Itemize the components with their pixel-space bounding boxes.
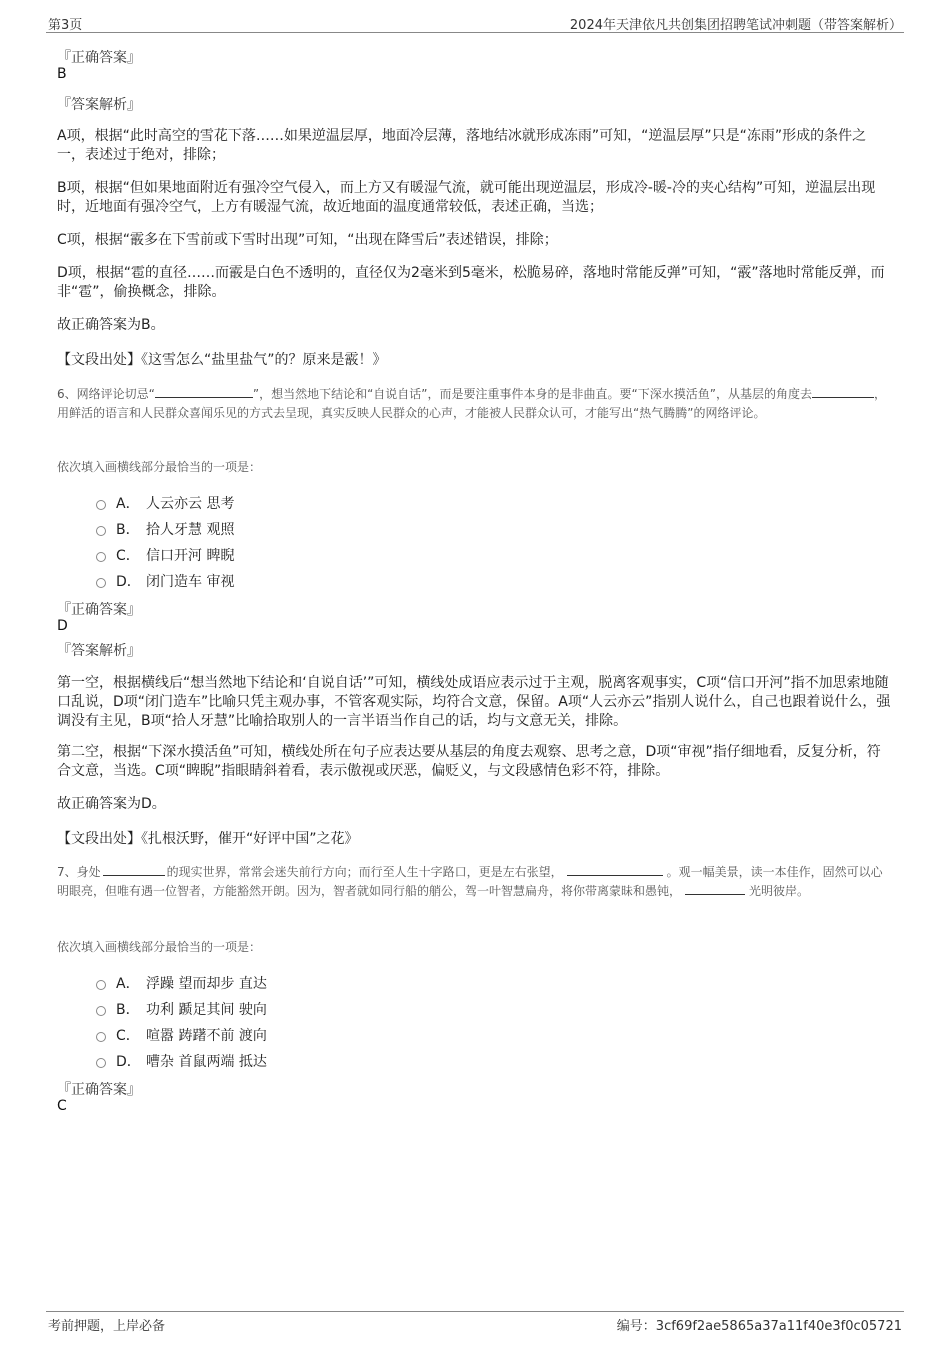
fill-blank (812, 385, 874, 398)
option-d[interactable]: D． 闭门造车 审视 (96, 571, 234, 591)
correct-answer-label: 『正确答案』 (57, 1082, 141, 1098)
document-title: 2024年天津依凡共创集团招聘笔试冲刺题（带答案解析） (569, 18, 902, 33)
document-id: 编号：3cf69f2ae5865a37a11f40e3f0c05721 (616, 1319, 902, 1334)
page-footer (46, 1311, 904, 1334)
correct-answer-label: 『正确答案』 (57, 602, 141, 618)
analysis-paragraph: D项，根据“雹的直径……而霰是白色不透明的，直径仅为2毫米到5毫米，松脆易碎，落地时常能反弹”可知，“霰”落地时常能反弹，而非“雹”，偷换概念，排除。 (57, 265, 885, 300)
question-7-instruction: 依次填入画横线部分最恰当的一项是： (57, 940, 262, 954)
radio-icon[interactable] (96, 1032, 106, 1042)
question-6-stem: 6、网络评论切忌“ ”，想当然地下结论和“自说自话”，而是要注重事件本身的是非曲直。要“下深水摸活鱼”，从基层的角度去 ，用鲜活的语言和人民群众喜闻乐见的方式去呈现，真实反映人民群众的心声，才能被人民群众认可，才能写出“热气腾腾”的网络评论。 (57, 387, 886, 420)
radio-icon[interactable] (96, 500, 106, 510)
radio-icon[interactable] (96, 1006, 106, 1016)
fill-blank (567, 863, 663, 876)
question-6-instruction: 依次填入画横线部分最恰当的一项是： (57, 460, 262, 474)
radio-icon[interactable] (96, 980, 106, 990)
correct-answer-label: 『正确答案』 (57, 50, 141, 66)
option-b[interactable]: B． 拾人牙慧 观照 (96, 519, 234, 539)
page-header (46, 12, 904, 33)
radio-icon[interactable] (96, 552, 106, 562)
analysis-paragraph: 第一空，根据横线后“想当然地下结论和‘自说自话’”可知，横线处成语应表示过于主观，脱离客观事实，C项“信口开河”指不加思索地随口乱说，D项“闭门造车”比喻只凭主观办事，不管客观实际，均符合文意，保留。A项“人云亦云”指别人说什么，自己也跟着说什么，强调没有主见，B项“拾人牙慧”比喻拾取别人的一言半语当作自己的话，均与文意无关，排除。 (57, 675, 891, 729)
option-d[interactable]: D． 嘈杂 首鼠两端 抵达 (96, 1051, 267, 1071)
analysis-paragraph: 第二空，根据“下深水摸活鱼”可知，横线处所在句子应表达要从基层的角度去观察、思考之意，D项“审视”指仔细地看，反复分析，符合文意，当选。C项“睥睨”指眼睛斜着看，表示傲视或厌恶，偏贬义，与文段感情色彩不符，排除。 (57, 744, 881, 779)
source-citation: 【文段出处】《这雪怎么“盐里盐气”的？原来是霰！》 (57, 352, 387, 368)
option-b[interactable]: B． 功利 踬足其间 驶向 (96, 999, 267, 1019)
option-a[interactable]: A． 浮躁 望而却步 直达 (96, 973, 267, 993)
analysis-paragraph: C项，根据“霰多在下雪前或下雪时出现”可知，“出现在降雪后”表述错误，排除； (57, 232, 558, 248)
analysis-conclusion: 故正确答案为B。 (57, 317, 165, 333)
fill-blank (103, 863, 165, 876)
analysis-label: 『答案解析』 (57, 97, 141, 113)
radio-icon[interactable] (96, 578, 106, 588)
correct-answer-value: B (57, 66, 67, 82)
analysis-paragraph: A项，根据“此时高空的雪花下落……如果逆温层厚，地面冷层薄，落地结冰就形成冻雨”可知，“逆温层厚”只是“冻雨”形成的条件之一，表述过于绝对，排除； (57, 128, 867, 163)
fill-blank (685, 882, 745, 895)
fill-blank (155, 385, 253, 398)
option-c[interactable]: C． 喧嚣 踌躇不前 渡向 (96, 1025, 267, 1045)
analysis-conclusion: 故正确答案为D。 (57, 796, 166, 812)
analysis-label: 『答案解析』 (57, 643, 141, 659)
source-citation: 【文段出处】《扎根沃野，催开“好评中国”之花》 (57, 831, 359, 847)
radio-icon[interactable] (96, 526, 106, 536)
footer-slogan: 考前押题，上岸必备 (48, 1319, 166, 1334)
question-7-stem: 7、身处 的现实世界，常常会迷失前行方向；而行至人生十字路口，更是左右张望， 。观一幅美景，读一本佳作，固然可以心明眼亮，但唯有遇一位智者，方能豁然开朗。因为，智者就如同行船的艄公，驾一叶智慧扁舟，将你带离蒙昧和愚钝， 光明彼岸。 (57, 865, 883, 898)
correct-answer-value: D (57, 618, 68, 634)
option-c[interactable]: C． 信口开河 睥睨 (96, 545, 234, 565)
page-number: 第3页 (48, 18, 83, 33)
correct-answer-value: C (57, 1098, 67, 1114)
radio-icon[interactable] (96, 1058, 106, 1068)
option-a[interactable]: A． 人云亦云 思考 (96, 493, 234, 513)
analysis-paragraph: B项，根据“但如果地面附近有强冷空气侵入，而上方又有暖湿气流，就可能出现逆温层，形成冷-暖-冷的夹心结构”可知，逆温层出现时，近地面有强冷空气，上方有暖湿气流，故近地面的温度通常较低，表述正确，当选； (57, 180, 876, 215)
